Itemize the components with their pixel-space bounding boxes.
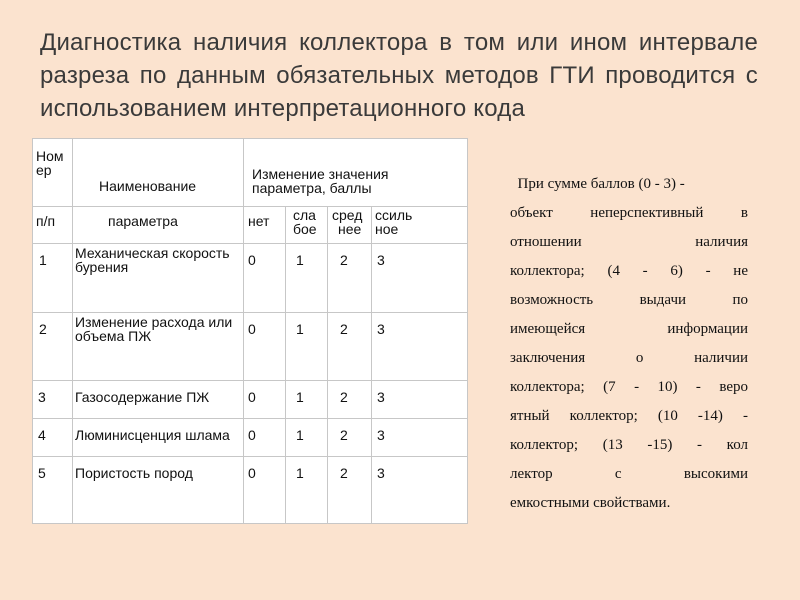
- level-label-weak-1: сла: [293, 207, 316, 223]
- header-change-cell: [244, 139, 468, 207]
- table-subheader-row: [33, 207, 468, 244]
- score-strong: 3: [377, 252, 385, 268]
- score-medium: 2: [340, 389, 348, 405]
- note-line: имеющейся информации: [510, 321, 748, 337]
- score-weak: 1: [296, 321, 304, 337]
- row-parameter: Газосодержание ПЖ: [75, 389, 210, 405]
- table-row: [33, 313, 468, 381]
- score-medium: 2: [340, 252, 348, 268]
- note-line: заключения о наличии: [510, 350, 748, 366]
- score-weak: 1: [296, 427, 304, 443]
- level-label-none: нет: [248, 213, 270, 229]
- level-label-medium-1: сред: [332, 207, 363, 223]
- level-label-weak-2: бое: [293, 221, 317, 237]
- level-label-strong-2: ное: [375, 221, 399, 237]
- score-weak: 1: [296, 252, 304, 268]
- subheader-number-cell: [33, 207, 73, 244]
- table-row: [33, 244, 468, 313]
- row-number: 4: [38, 427, 46, 443]
- row-number: 2: [39, 321, 47, 337]
- note-line: возможность выдачи по: [510, 292, 748, 308]
- score-none: 0: [248, 321, 256, 337]
- note-line: отношении наличия: [510, 234, 748, 250]
- score-strong: 3: [377, 465, 385, 481]
- score-none: 0: [248, 427, 256, 443]
- score-strong: 3: [377, 427, 385, 443]
- note-line: ятный коллектор; (10 -14) -: [510, 408, 748, 424]
- score-strong: 3: [377, 321, 385, 337]
- table-header-row: [33, 139, 468, 207]
- header-number-cell: [33, 139, 73, 207]
- row-parameter: Пористость пород: [75, 465, 193, 481]
- row-parameter: Люминисценция шлама: [75, 427, 230, 443]
- level-cell-strong: [372, 207, 468, 244]
- page-title: Диагностика наличия коллектора в том или ином интервале разреза по данным обязательных методов ГТИ проводится с использованием интерпретационного кода: [40, 29, 758, 122]
- level-cell-weak: [286, 207, 328, 244]
- header-change-label: Изменение значения параметра, баллы: [252, 166, 389, 196]
- subheader-number-label: п/п: [36, 213, 56, 229]
- subheader-name-cell: [73, 207, 244, 244]
- note-line: емкостными свойствами.: [510, 495, 671, 511]
- level-cell-medium: [328, 207, 372, 244]
- note-line: При сумме баллов (0 - 3) -: [510, 176, 685, 192]
- note-line: коллектор; (13 -15) - кол: [510, 437, 748, 453]
- table-row: [33, 381, 468, 419]
- table-row: [33, 419, 468, 457]
- score-none: 0: [248, 389, 256, 405]
- row-number: 5: [38, 465, 46, 481]
- note-line: лектор с высокими: [510, 466, 748, 482]
- row-parameter: Изменение расхода или объема ПЖ: [75, 314, 233, 344]
- header-name-cell: [73, 139, 244, 207]
- score-none: 0: [248, 465, 256, 481]
- level-cell-none: [244, 207, 286, 244]
- subheader-name-label: параметра: [108, 213, 178, 229]
- scoring-table: [32, 138, 468, 524]
- scoring-explanation: [510, 170, 748, 518]
- header-name-label: Наименование: [99, 178, 197, 194]
- header-number-line1: Ном: [36, 148, 64, 164]
- level-label-strong-1: ссиль: [375, 207, 413, 223]
- score-weak: 1: [296, 465, 304, 481]
- note-line: коллектора; (4 - 6) - не: [510, 263, 748, 279]
- row-number: 3: [38, 389, 46, 405]
- level-label-medium-2: нее: [338, 221, 362, 237]
- header-number-line2: ер: [36, 162, 52, 178]
- score-strong: 3: [377, 389, 385, 405]
- row-number: 1: [39, 252, 47, 268]
- table-row: [33, 457, 468, 524]
- score-medium: 2: [340, 321, 348, 337]
- score-none: 0: [248, 252, 256, 268]
- score-medium: 2: [340, 465, 348, 481]
- note-line: коллектора; (7 - 10) - веро: [510, 379, 748, 395]
- score-weak: 1: [296, 389, 304, 405]
- score-medium: 2: [340, 427, 348, 443]
- row-parameter: Механическая скорость бурения: [75, 245, 230, 275]
- note-line: объект неперспективный в: [510, 205, 748, 221]
